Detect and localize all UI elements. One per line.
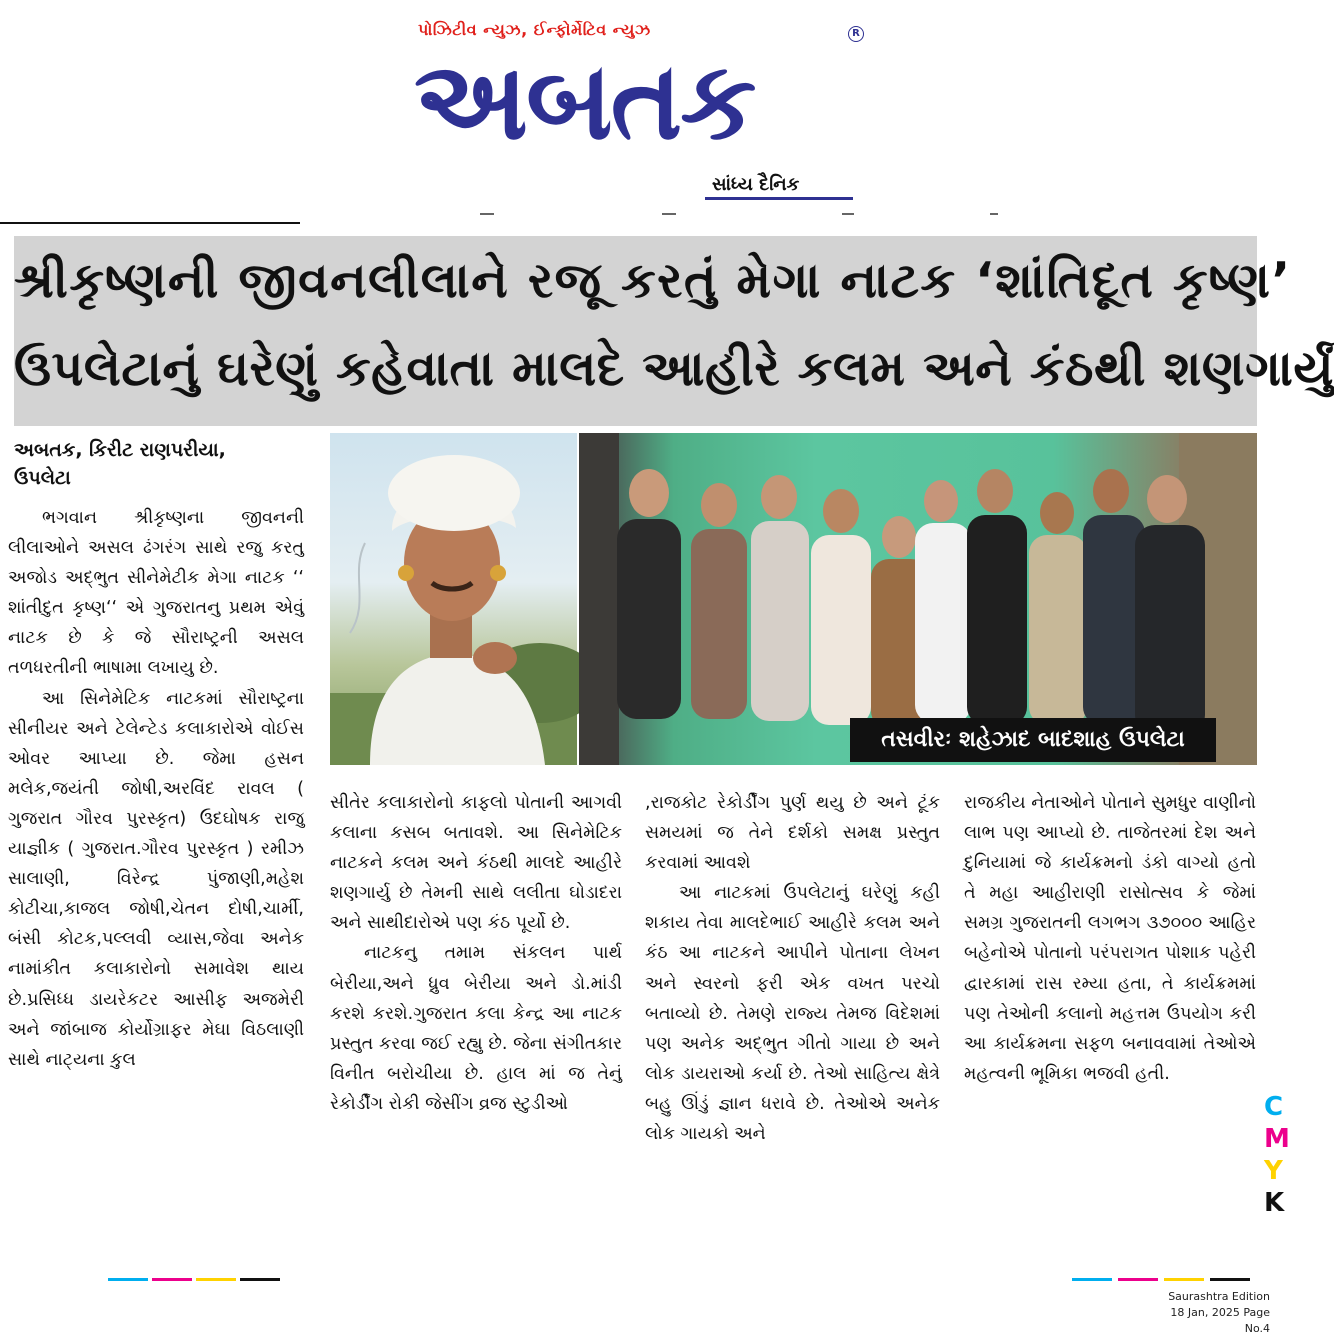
cropped-rule-fragment [662,213,676,215]
article-byline [14,436,314,492]
portrait-photo [330,433,577,765]
photo-caption: તસવીરઃ શહેઝાદ બાદશાહ ઉપલેટા [850,718,1216,762]
registration-bar [1210,1278,1250,1281]
registration-bar [108,1278,148,1281]
paragraph: ભગવાન શ્રીકૃષ્ણના જીવનની લીલાઓને અસલ ઢંગરંગ સાથે રજુ કરતુ અજોડ અદ્ભુત સીનેમેટીક મેગા નાટક ‘‘ શાંતીદુત કૃષ્ણ‘‘ એ ગુજરાતનુ પ્રથમ એવું નાટક છે કે જે સૌરાષ્ટ્રની અસલ તળધરતીની ભાષામા લખાયુ છે. [8,508,304,679]
registration-bar [196,1278,236,1281]
registration-bar [1072,1278,1112,1281]
cropped-rule-fragment [842,213,854,215]
page-divider [0,222,300,224]
edition-info [1160,1289,1270,1337]
registration-bar [152,1278,192,1281]
registration-bar [1164,1278,1204,1281]
headline-line-1: શ્રીકૃષ્ણની જીવનલીલાને રજૂ કરતું મેગા નાટક ‘શાંતિદૂત કૃષ્ણ’ [14,252,1292,309]
byline-author: અબતક, કિરીટ રાણપરીયા, [14,439,226,461]
edition-name: Saurashtra Edition [1168,1290,1270,1303]
group-photo [579,433,1257,765]
edition-date-page: 18 Jan, 2025 Page No.4 [1170,1306,1270,1335]
paragraph: નાટકનુ તમામ સંકલન પાર્થ બેરીયા,અને ધ્રુવ બેરીયા અને ડો.માંડી કરશે કરશે.ગુજરાત કલા કેન્દ્ર આ નાટક પ્રસ્તુત કરવા જઈ રહ્યુ છે. જેના સંગીતકાર વિનીત બરોચીયા છે. હાલ માં જ તેનું રેકોર્ડીંગ રોકી જેસીંગ વ્રજ સ્ટુડીઓ [330,943,622,1114]
paragraph: ,રાજકોટ રેકોર્ડીંગ પુર્ણ થયુ છે અને ટૂંક સમયમાં જ તેને દર્શકો સમક્ષ પ્રસ્તુત કરવામાં આવશે [645,793,940,874]
paragraph: આ નાટકમાં ઉપલેટાનું ઘરેણું કહી શકાય તેવા માલદેભાઈ આહીરે કલમ અને કંઠ આ નાટકને આપીને પોતાના લેખન અને સ્વરનો ફરી એક વખત પરચો બતાવ્યો છે. તેમણે રાજ્ય તેમજ વિદેશમાં પણ અનેક અદ્ભુત ગીતો ગાયા છે અને લોક ડાયરાઓ કર્યા છે. તેઓ સાહિત્ય ક્ષેત્રે બહુ ઊંડું જ્ઞાન ધરાવે છે. તેઓએ અનેક લોક ગાયકો અને [645,883,940,1145]
registered-mark-icon: R [848,26,864,42]
masthead-underline [705,197,853,200]
edge-letter-y: Y [1264,1156,1283,1186]
newspaper-logo: અબતક [414,39,755,164]
edge-letter-m: M [1264,1124,1290,1154]
byline-place: ઉપલેટા [14,467,71,489]
cropped-rule-fragment [480,213,494,215]
paragraph: આ સિનેમેટિક નાટકમાં સૌરાષ્ટ્રના સીનીયર અને ટેલેન્ટેડ કલાકારોએ વોઈસ ઓવર આપ્યા છે. જેમા હસન મલેક,જયંતી જોષી,અરવિંદ રાવલ ( ગુજરાત ગૌરવ પુરસ્કૃત) ઉદઘોષક રાજુ યાજ્ઞીક ( ગુજરાત.ગૌરવ પુરસ્કૃત ) રમીઝ સાલાણી, વિરેન્દ્ર પુંજાણી,મહેશ કોટીચા,કાજલ જોષી,ચેતન દોષી,ચાર્મી, બંસી કોટક,પલ્લવી વ્યાસ,જેવા અનેક નામાંકીત કલાકારોનો સમાવેશ થાય છે.પ્રસિધ્ધ ડાયરેકટર આસીફ અજમેરી અને જાંબાજ કોર્યોગ્રાફર મેઘા વિઠલાણી સાથે નાટ્યના કુલ [8,688,304,1070]
article-column-4 [964,788,1256,1089]
headline-line-2: ઉપલેટાનું ઘરેણું કહેવાતા માલદે આહીરે કલમ અને કંઠથી શણગાર્યું [14,340,1334,397]
group-illustration [579,433,1257,765]
registration-bar [1118,1278,1158,1281]
edge-letter-c: C [1264,1092,1284,1122]
article-column-2 [330,788,622,1119]
edge-letter-k: K [1264,1188,1285,1218]
portrait-illustration [330,433,577,765]
registration-bar [240,1278,280,1281]
masthead-tagline: પોઝિટીવ ન્યુઝ, ઈન્ફોર્મેટિવ ન્યુઝ [418,20,651,39]
masthead-subtitle: સાંધ્ય દૈનિક [712,174,800,195]
paragraph: રાજકીય નેતાઓને પોતાને સુમધુર વાણીનો લાભ પણ આપ્યો છે. તાજેતરમાં દેશ અને દુનિયામાં જે કાર્યક્રમનો ડંકો વાગ્યો હતો તે મહા આહીરાણી રાસોત્સવ કે જેમાં સમગ્ર ગુજરાતની લગભગ ૩૭૦૦૦ આહિર બહેનોએ પોતાનો પરંપરાગત પોશાક પહેરી દ્વારકામાં રાસ રમ્યા હતા, તે કાર્યક્રમમાં પણ તેઓની કલાનો મહત્તમ ઉપયોગ કરી આ કાર્યક્રમના સફળ બનાવવામાં તેઓએ મહત્વની ભૂમિકા ભજવી હતી. [964,793,1256,1084]
article-column-3 [645,788,940,1149]
paragraph: સીતેર કલાકારોનો કાફલો પોતાની આગવી કલાના કસબ બતાવશે. આ સિનેમેટિક નાટકને કલમ અને કંઠથી માલદે આહીરે શણગાર્યુ છે તેમની સાથે લલીતા ઘોડાદરા અને સાથીદારોએ પણ કંઠ પૂર્યો છે. [330,793,622,934]
article-column-1 [8,503,304,1075]
cropped-rule-fragment [990,213,998,215]
